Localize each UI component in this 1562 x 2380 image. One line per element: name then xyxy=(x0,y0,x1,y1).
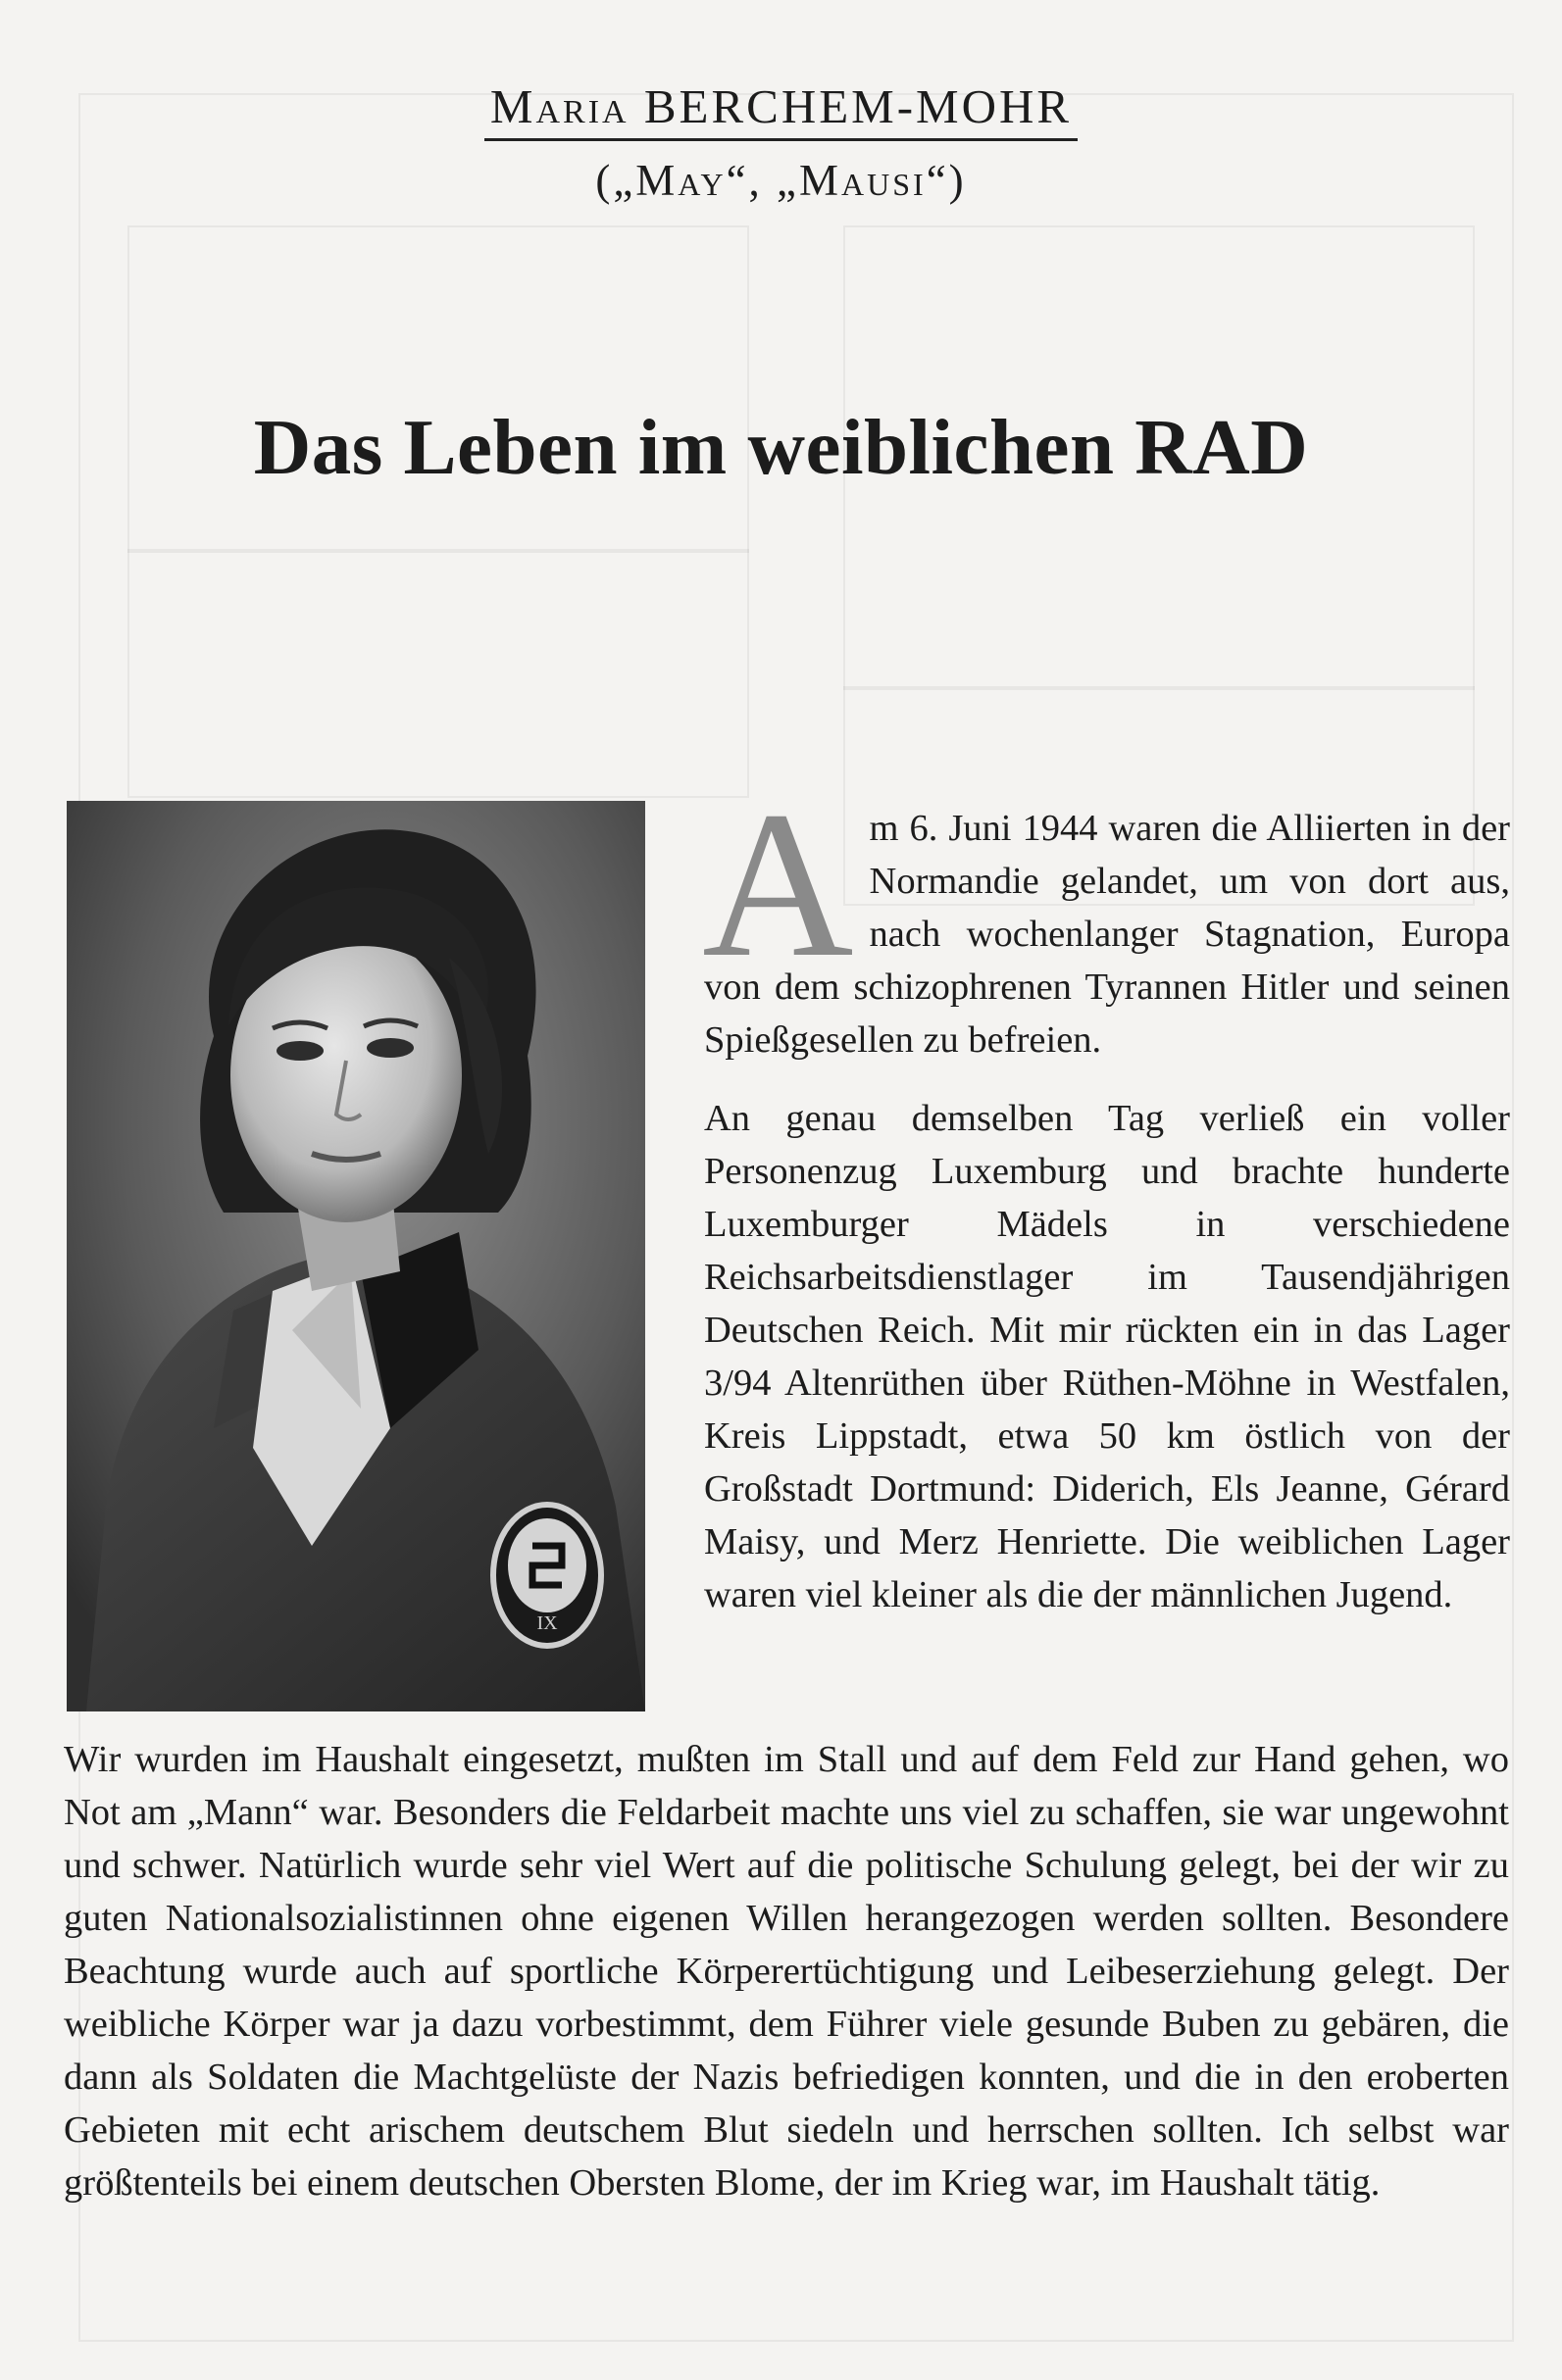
portrait-photo xyxy=(67,801,645,1711)
chapter-header xyxy=(0,78,1562,206)
paragraph-3: Wir wurden im Haushalt eingesetzt, mußten im Stall und auf dem Feld zur Hand gehen, wo Not am „Mann“ war. Besonders die Feldarbeit machte uns viel zu schaffen, sie war ungewohnt und schwer. Natürlich wurde sehr viel Wert auf die politische Schulung gelegt, bei der wir zu guten Nationalsozialistinnen ohne eigenen Willen herangezogen werden sollten. Besondere Beachtung wurde auch auf sportliche Körperertüchtigung und Leibeserziehung gelegt. Der weibliche Körper war ja dazu vorbestimmt, dem Führer viele gesunde Buben zu gebären, die dann als Soldaten die Machtgelüste der Nazis befriedigen konnten, und die in den eroberten Gebieten mit echt arischem deutschem Blut siedeln und herrschen sollten. Ich selbst war größtenteils bei einem deutschen Obersten Blome, der im Krieg war, im Haushalt tätig. xyxy=(64,1739,1509,2204)
bleed-through-line xyxy=(843,686,1475,690)
paragraph-1-text: m 6. Juni 1944 waren die Alliierten in der Normandie gelandet, um von dort aus, nach wochenlanger Stagnation, Europa von dem schizophrenen Tyrannen Hitler und seinen Spießgesellen zu befreien. xyxy=(704,808,1510,1061)
author-nicknames: („May“, „Mausi“) xyxy=(595,156,967,205)
bleed-through-line xyxy=(127,549,749,553)
author-name: Maria BERCHEM-MOHR xyxy=(484,78,1078,141)
paragraph-2: An genau demselben Tag verließ ein voller Personenzug Luxemburg und brachte hunderte Luxemburger Mädels in verschiedene Reichsarbeitsdienstlager im Tausendjährigen Deutschen Reich. Mit mir rückten ein in das Lager 3/94 Altenrüthen über Rüthen-Möhne in Westfalen, Kreis Lippstadt, etwa 50 km östlich von der Großstadt Dortmund: Diderich, Els Jeanne, Gérard Maisy, und Merz Henriette. Die weiblichen Lager waren viel kleiner als die der männlichen Jugend. xyxy=(704,1098,1510,1615)
bleed-through-box xyxy=(127,225,749,798)
badge-number: IX xyxy=(536,1612,558,1634)
armband-badge xyxy=(493,1505,601,1646)
paragraph-1 xyxy=(702,769,1510,1066)
dropcap: A xyxy=(702,769,854,1001)
chapter-title: Das Leben im weiblichen RAD xyxy=(253,403,1309,491)
article-right-column xyxy=(702,769,1510,1647)
